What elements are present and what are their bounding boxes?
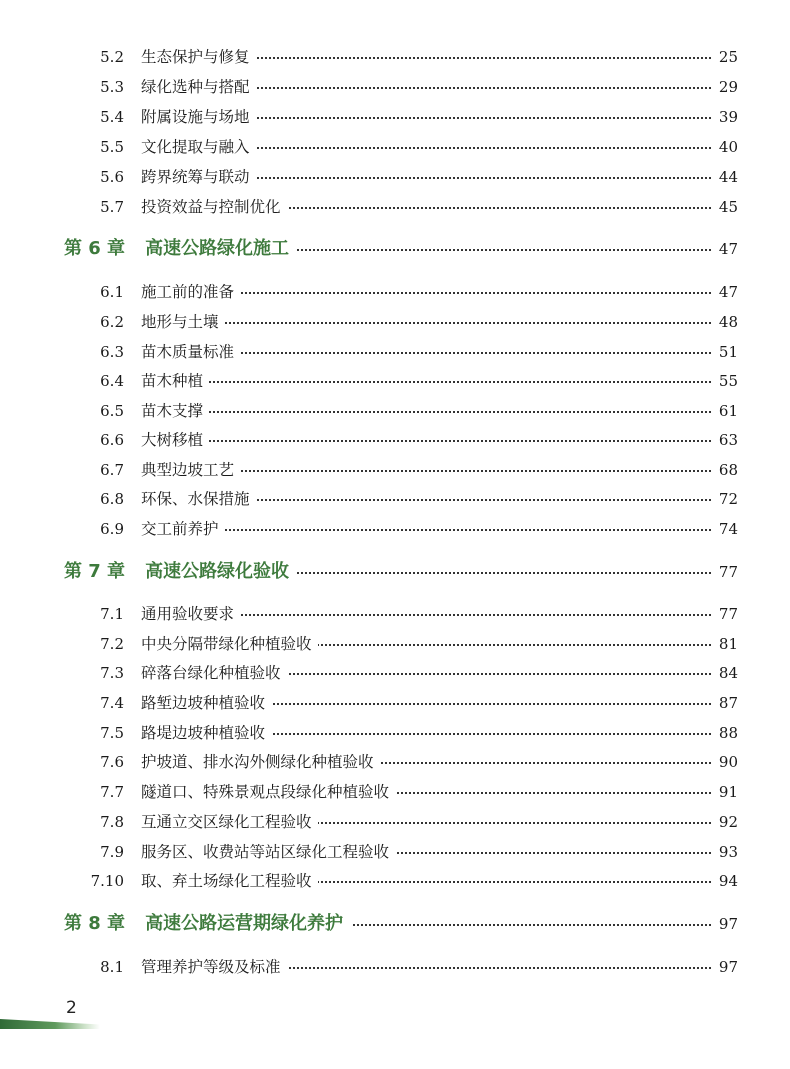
toc-entry-5-7[interactable] [0, 192, 790, 222]
section-number: 6.4 [100, 372, 124, 390]
section-title: 施工前的准备 [141, 277, 240, 307]
toc-entry-7-5[interactable] [0, 718, 790, 748]
chapter-label: 第 8 章 [64, 913, 126, 934]
page-ref: 47 [713, 277, 738, 307]
page-ref: 94 [713, 866, 738, 896]
section-number: 5.5 [100, 138, 124, 156]
toc-entry-5-5[interactable] [0, 132, 790, 162]
section-number: 6.6 [100, 431, 124, 449]
section-number: 5.7 [100, 198, 124, 216]
page-ref: 44 [713, 162, 738, 192]
section-title: 绿化选种与搭配 [141, 72, 256, 102]
toc-entry-6-2[interactable] [0, 307, 790, 337]
leader-dots [150, 411, 730, 413]
page-ref: 92 [713, 807, 738, 837]
toc-entry-6-4[interactable] [0, 366, 790, 396]
section-title: 服务区、收费站等站区绿化工程验收 [141, 837, 395, 867]
section-title: 环保、水保措施 [141, 484, 256, 514]
section-number: 5.6 [100, 168, 124, 186]
chapter-heading [64, 557, 297, 587]
section-title: 碎落台绿化种植验收 [141, 658, 287, 688]
section-title: 互通立交区绿化工程验收 [141, 807, 318, 837]
toc-chapter-6[interactable] [0, 234, 790, 264]
section-number: 6.8 [100, 490, 124, 508]
page-ref: 93 [713, 837, 738, 867]
toc-entry-6-6[interactable] [0, 425, 790, 455]
section-title: 附属设施与场地 [141, 102, 256, 132]
toc-entry-7-10[interactable] [0, 866, 790, 896]
page-ref: 39 [713, 102, 738, 132]
toc-entry-7-1[interactable] [0, 599, 790, 629]
page-ref: 48 [713, 307, 738, 337]
page-ref: 91 [713, 777, 738, 807]
section-number: 5.2 [100, 48, 124, 66]
section-number: 7.5 [100, 724, 124, 742]
section-title: 大树移植 [141, 425, 209, 455]
section-title: 投资效益与控制优化 [141, 192, 287, 222]
toc-entry-7-4[interactable] [0, 688, 790, 718]
section-title: 管理养护等级及标准 [141, 952, 287, 982]
toc-entry-6-5[interactable] [0, 396, 790, 426]
page-number: 2 [66, 998, 77, 1018]
chapter-title: 高速公路绿化验收 [145, 561, 290, 582]
section-number: 7.1 [100, 605, 124, 623]
section-number: 7.6 [100, 753, 124, 771]
toc-entry-7-3[interactable] [0, 658, 790, 688]
leader-dots [150, 322, 730, 324]
section-title: 苗木种植 [141, 366, 209, 396]
page-ref: 61 [713, 396, 738, 426]
toc-entry-6-7[interactable] [0, 455, 790, 485]
toc-entry-6-3[interactable] [0, 337, 790, 367]
section-number: 6.7 [100, 461, 124, 479]
page-ref: 63 [713, 425, 738, 455]
leader-dots [150, 529, 730, 531]
page-ref: 55 [713, 366, 738, 396]
page-ref: 47 [713, 234, 738, 264]
section-number: 6.9 [100, 520, 124, 538]
section-title: 生态保护与修复 [141, 42, 256, 72]
toc-entry-8-1[interactable] [0, 952, 790, 982]
toc-entry-7-9[interactable] [0, 837, 790, 867]
toc-entry-5-6[interactable] [0, 162, 790, 192]
section-title: 路堤边坡种植验收 [141, 718, 271, 748]
page-ref: 90 [713, 747, 738, 777]
toc-entry-5-4[interactable] [0, 102, 790, 132]
section-title: 通用验收要求 [141, 599, 240, 629]
chapter-title: 高速公路运营期绿化养护 [145, 913, 344, 934]
section-title: 苗木质量标准 [141, 337, 240, 367]
section-number: 8.1 [100, 958, 124, 976]
toc-entry-5-3[interactable] [0, 72, 790, 102]
section-number: 6.1 [100, 283, 124, 301]
page-ref: 25 [713, 42, 738, 72]
page-ref: 88 [713, 718, 738, 748]
section-number: 7.8 [100, 813, 124, 831]
section-title: 苗木支撑 [141, 396, 209, 426]
section-title: 典型边坡工艺 [141, 455, 240, 485]
section-title: 路堑边坡种植验收 [141, 688, 271, 718]
section-title: 文化提取与融入 [141, 132, 256, 162]
section-number: 7.2 [100, 635, 124, 653]
page-ref: 29 [713, 72, 738, 102]
page-ref: 40 [713, 132, 738, 162]
page-ref: 74 [713, 514, 738, 544]
section-title: 护坡道、排水沟外侧绿化种植验收 [141, 747, 380, 777]
section-number: 7.4 [100, 694, 124, 712]
toc-entry-7-6[interactable] [0, 747, 790, 777]
page-ref: 77 [713, 557, 738, 587]
section-number: 5.3 [100, 78, 124, 96]
page-ref: 51 [713, 337, 738, 367]
chapter-heading [64, 234, 297, 264]
page-ref: 97 [713, 909, 738, 939]
chapter-title: 高速公路绿化施工 [145, 238, 290, 259]
section-title: 跨界统筹与联动 [141, 162, 256, 192]
section-number: 7.10 [90, 872, 124, 890]
section-number: 7.3 [100, 664, 124, 682]
toc-entry-7-7[interactable] [0, 777, 790, 807]
section-number: 6.5 [100, 402, 124, 420]
section-number: 6.3 [100, 343, 124, 361]
section-title: 交工前养护 [141, 514, 225, 544]
page-ref: 72 [713, 484, 738, 514]
toc-entry-5-2[interactable] [0, 42, 790, 72]
chapter-label: 第 6 章 [64, 238, 126, 259]
page-ref: 97 [713, 952, 738, 982]
leader-dots [150, 381, 730, 383]
section-title: 隧道口、特殊景观点段绿化种植验收 [141, 777, 395, 807]
section-number: 5.4 [100, 108, 124, 126]
page-ref: 45 [713, 192, 738, 222]
toc-entry-6-1[interactable] [0, 277, 790, 307]
toc-chapter-7[interactable] [0, 557, 790, 587]
section-number: 6.2 [100, 313, 124, 331]
page-ref: 84 [713, 658, 738, 688]
chapter-label: 第 7 章 [64, 561, 126, 582]
leader-dots [150, 440, 730, 442]
toc-chapter-8[interactable] [0, 909, 790, 939]
toc-entry-6-9[interactable] [0, 514, 790, 544]
page-ref: 87 [713, 688, 738, 718]
chapter-heading [64, 909, 351, 939]
page-ref: 77 [713, 599, 738, 629]
toc-entry-6-8[interactable] [0, 484, 790, 514]
page-ref: 81 [713, 629, 738, 659]
toc-entry-7-8[interactable] [0, 807, 790, 837]
section-number: 7.7 [100, 783, 124, 801]
page-ref: 68 [713, 455, 738, 485]
section-title: 地形与土壤 [141, 307, 225, 337]
section-number: 7.9 [100, 843, 124, 861]
section-title: 中央分隔带绿化种植验收 [141, 629, 318, 659]
section-title: 取、弃土场绿化工程验收 [141, 866, 318, 896]
toc-entry-7-2[interactable] [0, 629, 790, 659]
